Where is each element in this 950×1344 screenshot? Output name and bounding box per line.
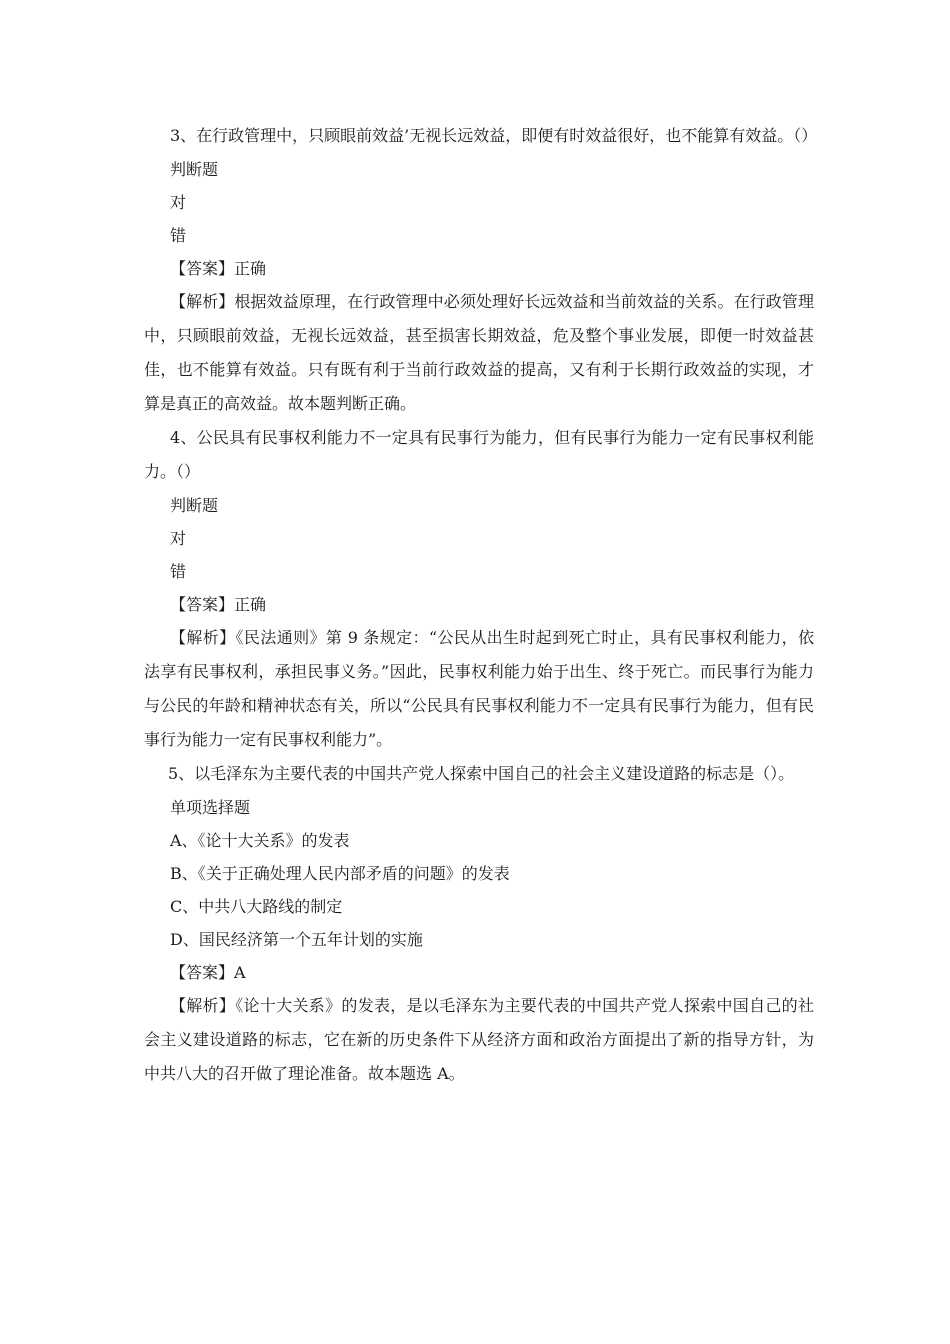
question-4-stem: 4、公民具有民事权利能力不一定具有民事行为能力，但有民事行为能力一定有民事权利能力。（） bbox=[144, 428, 814, 481]
question-4-option-a: 对 bbox=[170, 529, 187, 548]
question-3-stem: 3、在行政管理中，只顾眼前效益’无视长远效益，即便有时效益很好，也不能算有效益。（） bbox=[170, 126, 818, 145]
question-5-answer: 【答案】A bbox=[170, 963, 246, 982]
question-3-answer: 【答案】正确 bbox=[170, 259, 267, 278]
question-3-option-b: 错 bbox=[170, 226, 187, 245]
question-3-type: 判断题 bbox=[170, 160, 219, 179]
document-content bbox=[144, 119, 818, 1091]
question-5-option-d: D、国民经济第一个五年计划的实施 bbox=[170, 930, 423, 949]
question-5-option-b: B、《关于正确处理人民内部矛盾的问题》的发表 bbox=[170, 864, 510, 883]
question-5-type: 单项选择题 bbox=[170, 798, 251, 817]
question-3-analysis: 【解析】根据效益原理，在行政管理中必须处理好长远效益和当前效益的关系。在行政管理中，只顾眼前效益，无视长远效益，甚至损害长期效益，危及整个事业发展，即便一时效益甚佳，也不能算有效益。只有既有利于当前行政效益的提高，又有利于长期行政效益的实现，才算是真正的高效益。故本题判断正确。 bbox=[144, 292, 814, 413]
question-3-option-a: 对 bbox=[170, 193, 187, 212]
question-4-option-b: 错 bbox=[170, 562, 187, 581]
question-4-type: 判断题 bbox=[170, 496, 219, 515]
question-5-analysis: 【解析】《论十大关系》的发表，是以毛泽东为主要代表的中国共产党人探索中国自己的社会主义建设道路的标志，它在新的历史条件下从经济方面和政治方面提出了新的指导方针，为中共八大的召开做了理论准备。故本题选 A。 bbox=[144, 996, 814, 1083]
question-5-stem: 5、以毛泽东为主要代表的中国共产党人探索中国自己的社会主义建设道路的标志是（）。 bbox=[168, 764, 795, 783]
question-4-analysis: 【解析】《民法通则》第 9 条规定：“公民从出生时起到死亡时止，具有民事权利能力，依法享有民事权利，承担民事义务。”因此，民事权利能力始于出生、终于死亡。而民事行为能力与公民的年龄和精神状态有关，所以“公民具有民事权利能力不一定具有民事行为能力，但有民事行为能力一定有民事权利能力”。 bbox=[144, 628, 814, 749]
question-5-option-a: A、《论十大关系》的发表 bbox=[170, 831, 350, 850]
question-5-option-c: C、中共八大路线的制定 bbox=[170, 897, 343, 916]
question-4-answer: 【答案】正确 bbox=[170, 595, 267, 614]
